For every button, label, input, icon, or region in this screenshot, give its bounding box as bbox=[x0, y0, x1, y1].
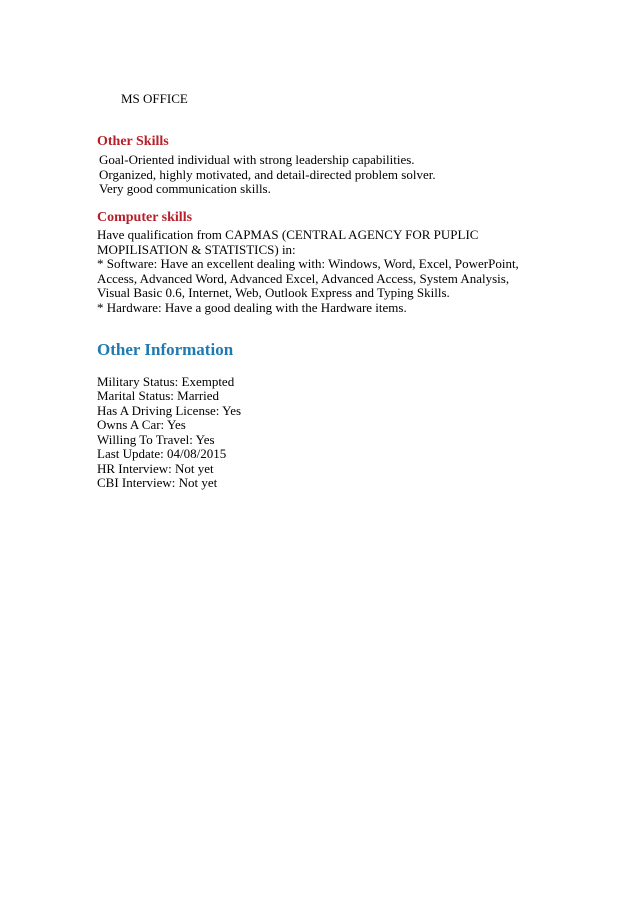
other-skills-line: Organized, highly motivated, and detail-directed problem solver. bbox=[99, 167, 436, 182]
other-information-line: Marital Status: Married bbox=[97, 388, 220, 403]
computer-skills-line: Access, Advanced Word, Advanced Excel, Advanced Access, System Analysis, bbox=[97, 271, 510, 286]
computer-skills-line: Have qualification from CAPMAS (CENTRAL AGENCY FOR PUPLIC bbox=[97, 227, 479, 242]
other-information-line: Willing To Travel: Yes bbox=[97, 432, 215, 447]
computer-skills-heading: Computer skills bbox=[97, 210, 193, 225]
other-information-line: HR Interview: Not yet bbox=[97, 461, 214, 476]
other-information-line: Military Status: Exempted bbox=[97, 374, 235, 389]
computer-skills-line: Visual Basic 0.6, Internet, Web, Outlook Express and Typing Skills. bbox=[97, 285, 450, 300]
other-information-heading: Other Information bbox=[97, 340, 234, 359]
other-information-line: CBI Interview: Not yet bbox=[97, 475, 218, 490]
other-skills-line: Goal-Oriented individual with strong leadership capabilities. bbox=[99, 152, 415, 167]
other-information-line: Owns A Car: Yes bbox=[97, 417, 186, 432]
ms-office-text: MS OFFICE bbox=[121, 91, 188, 106]
other-skills-heading: Other Skills bbox=[97, 134, 169, 149]
other-skills-line: Very good communication skills. bbox=[99, 181, 271, 196]
computer-skills-line: MOPILISATION & STATISTICS) in: bbox=[97, 242, 296, 257]
other-information-line: Has A Driving License: Yes bbox=[97, 403, 242, 418]
computer-skills-line: * Software: Have an excellent dealing with: Windows, Word, Excel, PowerPoint, bbox=[97, 256, 519, 271]
computer-skills-line: * Hardware: Have a good dealing with the Hardware items. bbox=[97, 300, 407, 315]
other-information-line: Last Update: 04/08/2015 bbox=[97, 446, 227, 461]
